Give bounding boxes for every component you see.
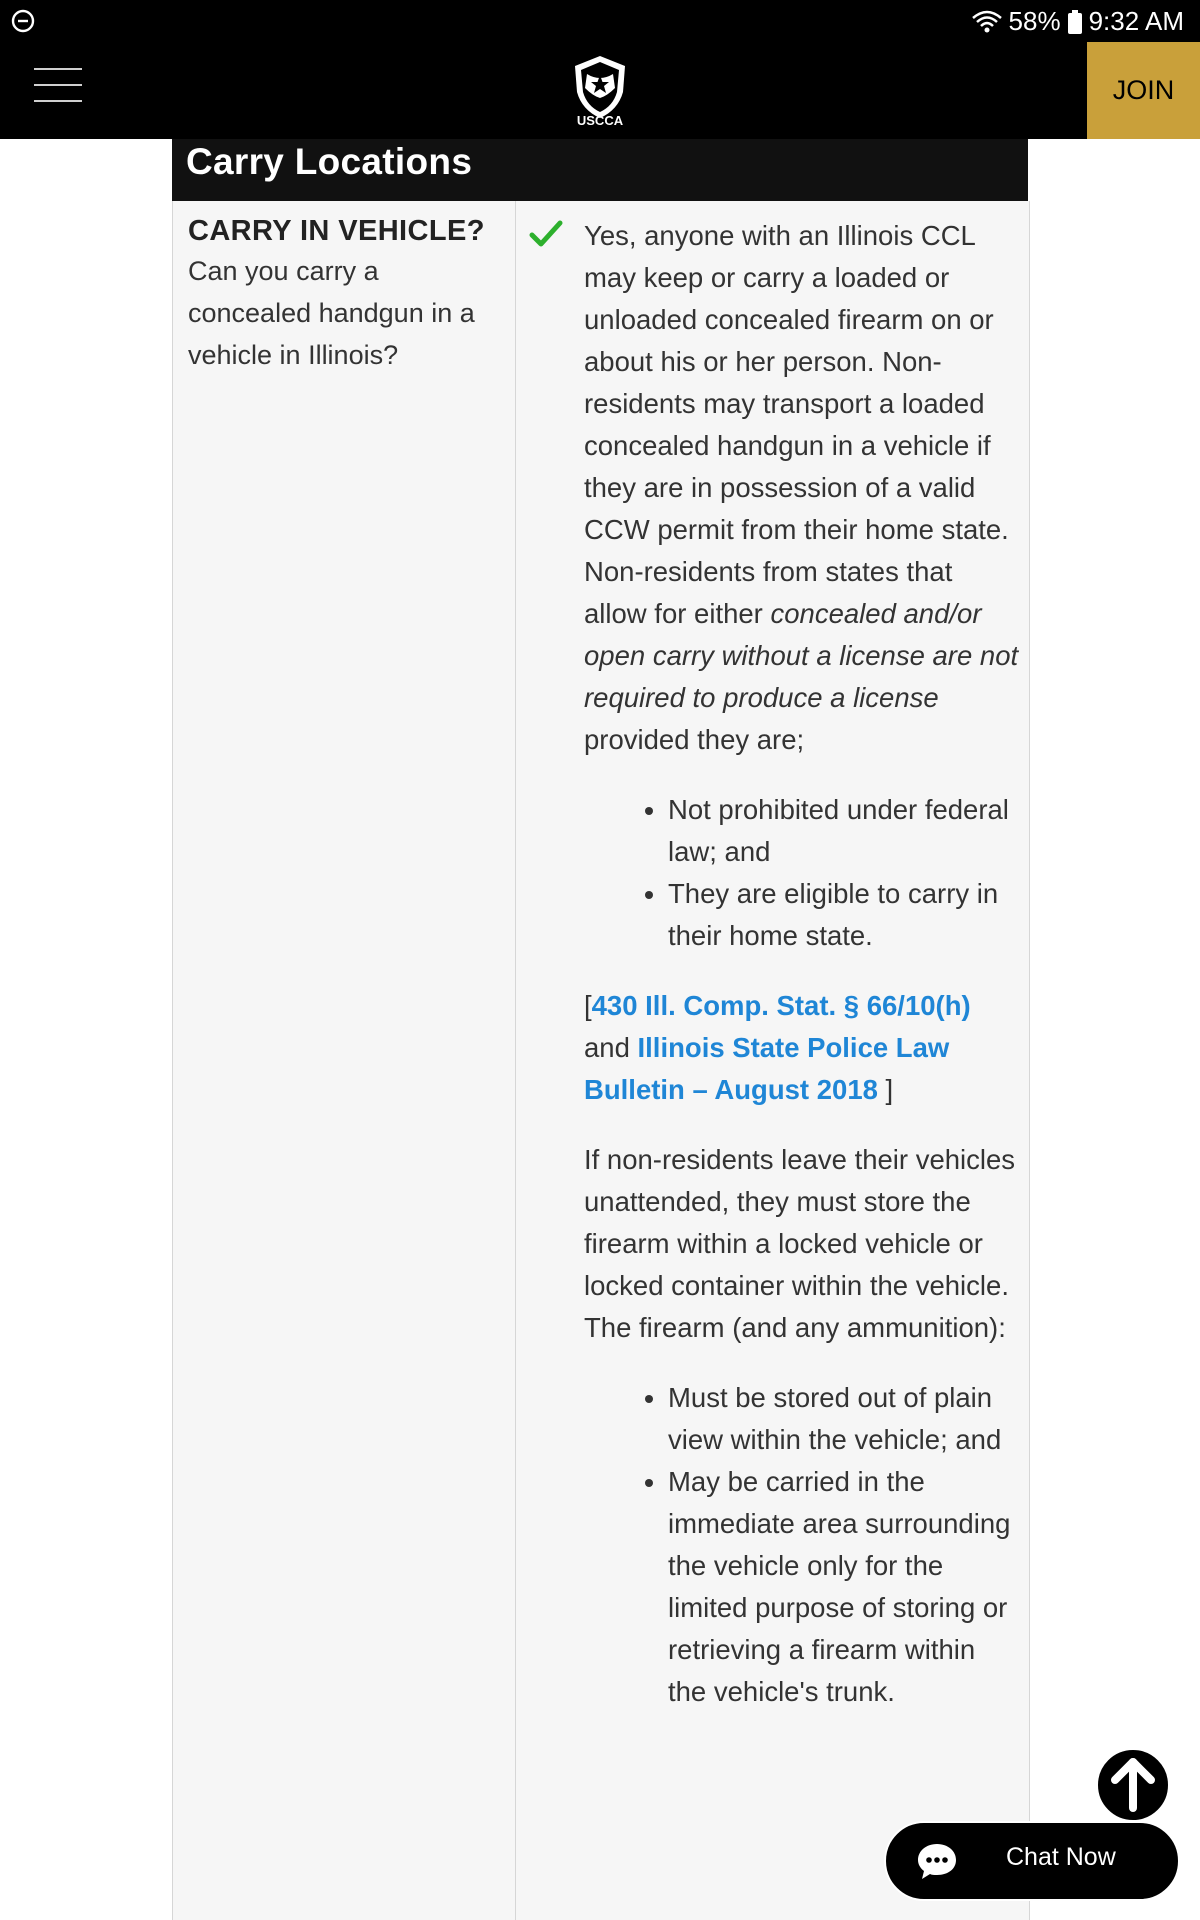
storage-list [584,1377,1019,1713]
police-bulletin-link[interactable]: Illinois State Police Law Bulletin – August 2018 [584,1032,950,1105]
question-heading: CARRY IN VEHICLE? [188,215,485,247]
status-bar [0,0,1200,42]
svg-text:USCCA: USCCA [576,113,624,128]
status-right [971,6,1184,37]
scroll-to-top-button[interactable] [1095,1747,1171,1823]
column-divider [515,201,516,1920]
battery-icon [1067,9,1083,35]
answer-intro: Yes, anyone with an Illinois CCL may keep or carry a loaded or unloaded concealed firearm on or about his or her person. Non-residents may transport a loaded concealed handgun in a vehicle if they are in possession of a valid CCW permit from their home state. Non-residents from states that allow for either [584,220,1009,629]
answer-outro: provided they are; [584,724,805,755]
section-title: Carry Locations [186,141,473,182]
join-button[interactable]: JOIN [1087,42,1200,139]
chat-now-button[interactable] [884,1821,1180,1901]
unattended-paragraph: If non-residents leave their vehicles unattended, they must store the firearm within a locked vehicle or locked container within the vehicle. The firearm (and any ammunition): [584,1144,1016,1343]
app-header [0,42,1200,139]
do-not-disturb-icon [10,8,36,34]
hamburger-menu-button[interactable] [34,68,82,112]
answer-cell [584,215,1019,1741]
citation-close: ] [877,1074,894,1105]
section-header [172,139,1028,201]
clock: 9:32 AM [1088,6,1184,36]
answer-paragraph [584,215,1019,761]
citation [584,985,1019,1111]
menu-line [34,84,82,86]
arrow-up-icon [1098,1750,1168,1820]
answer-italic: concealed and/or open carry without a license are not required to produce a license [584,598,1019,713]
list-item: • May be carried in the immediate area surrounding the vehicle only for the limited purpose of storing or retrieving a firearm within the vehicle's trunk. [668,1461,1019,1713]
question-text: Can you carry a concealed handgun in a vehicle in Illinois? [188,256,475,370]
menu-line [34,68,82,70]
eligibility-list [584,789,1019,957]
checkmark-icon [529,219,563,249]
carry-locations-table [172,201,1030,1920]
wifi-icon [971,9,1003,35]
citation-and: and [584,1032,638,1063]
list-item: • Must be stored out of plain view within the vehicle; and [668,1377,1019,1461]
uscca-logo[interactable] [563,52,637,130]
list-item: • Not prohibited under federal law; and [668,789,1019,873]
battery-percent: 58% [1008,6,1061,36]
list-item: • They are eligible to carry in their home state. [668,873,1019,957]
menu-line [34,100,82,102]
citation-open: [ [584,990,592,1021]
chat-label: Chat Now [1006,1843,1116,1871]
question-cell [188,215,506,376]
statute-link[interactable]: 430 Ill. Comp. Stat. § 66/10(h) [591,990,971,1021]
chat-bubble-icon [916,1841,958,1881]
